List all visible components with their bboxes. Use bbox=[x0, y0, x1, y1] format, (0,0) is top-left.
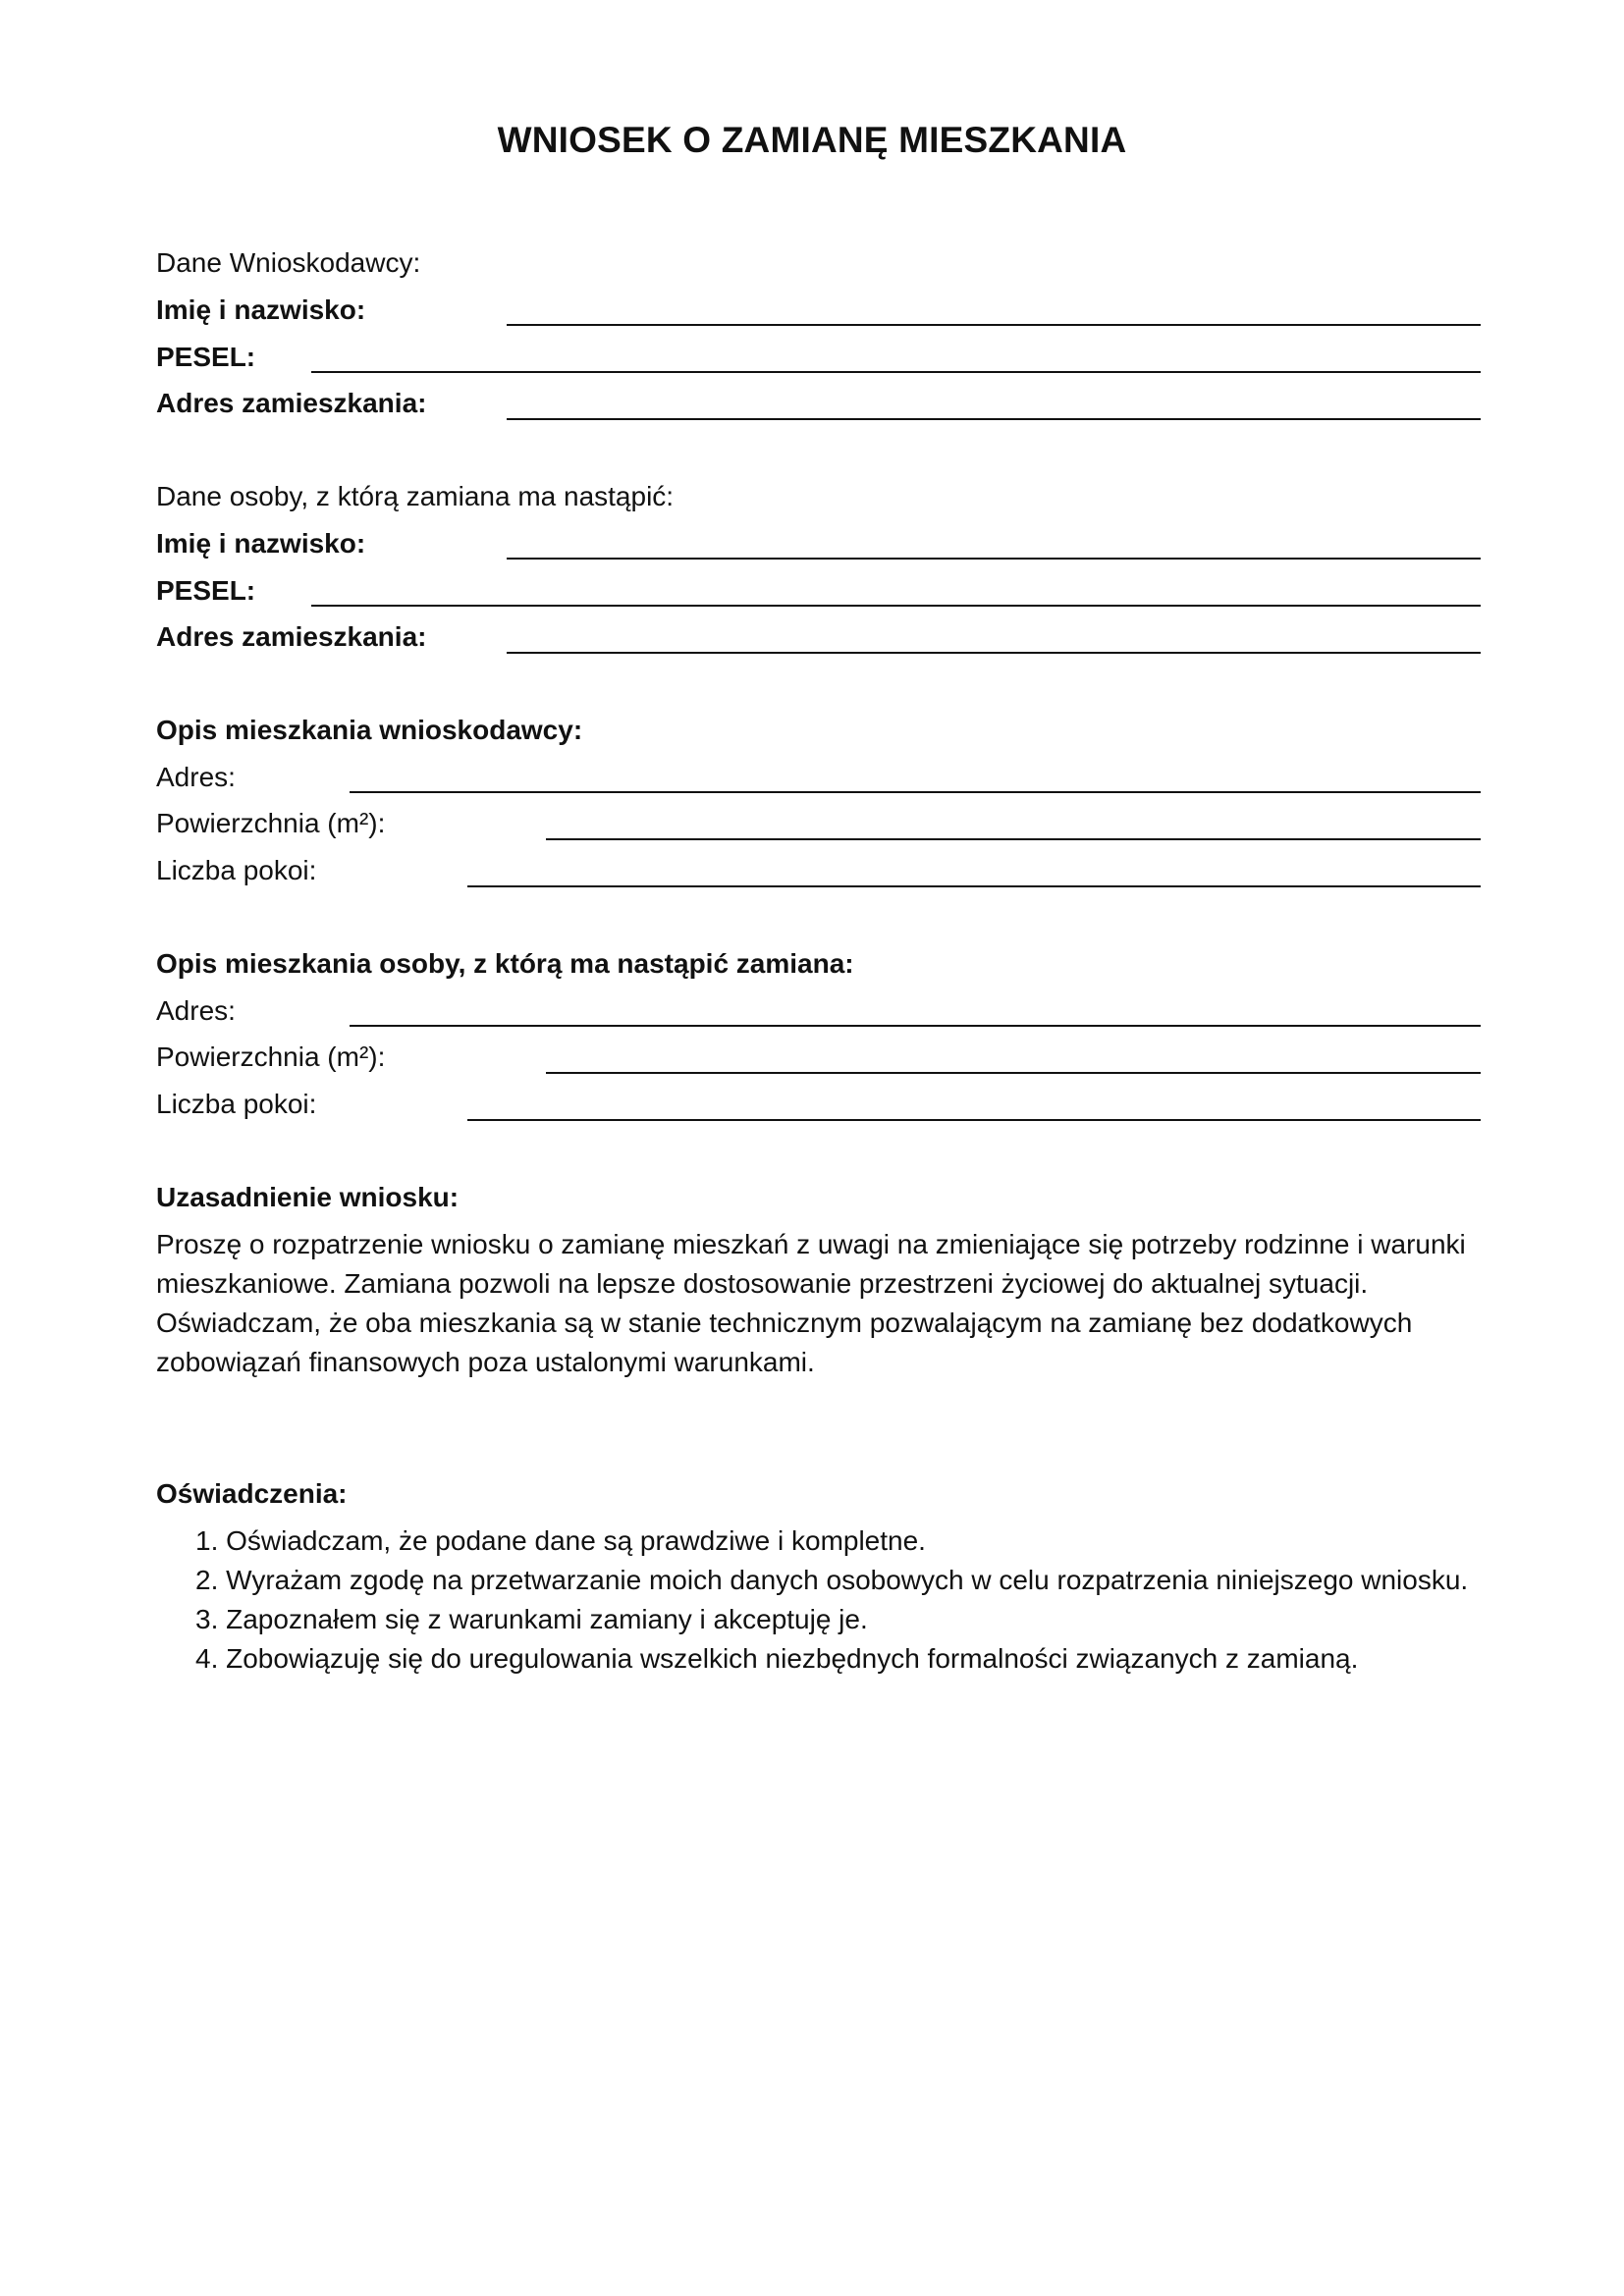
other-party-address-field[interactable] bbox=[507, 652, 1481, 654]
applicant-pesel-label: PESEL: bbox=[156, 342, 256, 372]
applicant-apartment-address-label: Adres: bbox=[156, 762, 236, 792]
other-party-address-label: Adres zamieszkania: bbox=[156, 621, 427, 652]
declaration-item: 4. Zobowiązuję się do uregulowania wszelkich niezbędnych formalności związanych z zamianą. bbox=[195, 1643, 1359, 1674]
other-apartment-heading: Opis mieszkania osoby, z którą ma nastąpić zamiana: bbox=[156, 948, 854, 979]
other-apartment-rooms-field[interactable] bbox=[467, 1119, 1481, 1121]
other-party-heading: Dane osoby, z którą zamiana ma nastąpić: bbox=[156, 481, 675, 511]
applicant-address-field[interactable] bbox=[507, 418, 1481, 420]
justification-line: mieszkaniowe. Zamiana pozwoli na lepsze dostosowanie przestrzeni życiowej do aktualnej sytuacji. bbox=[156, 1268, 1369, 1299]
justification-text bbox=[156, 1225, 1491, 1382]
declarations-heading: Oświadczenia: bbox=[156, 1478, 348, 1509]
other-apartment-area-field[interactable] bbox=[546, 1072, 1481, 1074]
other-apartment-address-label: Adres: bbox=[156, 995, 236, 1026]
other-party-name-label: Imię i nazwisko: bbox=[156, 528, 366, 559]
applicant-apartment-heading: Opis mieszkania wnioskodawcy: bbox=[156, 715, 583, 745]
declaration-item: 3. Zapoznałem się z warunkami zamiany i akceptuję je. bbox=[195, 1604, 868, 1634]
justification-line: zobowiązań finansowych poza ustalonymi warunkami. bbox=[156, 1347, 815, 1377]
applicant-apartment-address-field[interactable] bbox=[350, 791, 1481, 793]
other-apartment-rooms-label: Liczba pokoi: bbox=[156, 1089, 317, 1119]
declarations-list bbox=[195, 1522, 1468, 1679]
other-apartment-address-field[interactable] bbox=[350, 1025, 1481, 1027]
declaration-item: 1. Oświadczam, że podane dane są prawdziwe i kompletne. bbox=[195, 1525, 926, 1556]
applicant-heading: Dane Wnioskodawcy: bbox=[156, 247, 421, 278]
declaration-item: 2. Wyrażam zgodę na przetwarzanie moich danych osobowych w celu rozpatrzenia niniejszego wniosku. bbox=[195, 1565, 1469, 1595]
document-title: WNIOSEK O ZAMIANĘ MIESZKANIA bbox=[497, 120, 1127, 160]
applicant-pesel-field[interactable] bbox=[311, 371, 1481, 373]
other-party-pesel-field[interactable] bbox=[311, 605, 1481, 607]
applicant-apartment-area-label: Powierzchnia (m²): bbox=[156, 808, 386, 838]
applicant-apartment-area-field[interactable] bbox=[546, 838, 1481, 840]
applicant-name-field[interactable] bbox=[507, 324, 1481, 326]
other-party-pesel-label: PESEL: bbox=[156, 575, 256, 606]
applicant-address-label: Adres zamieszkania: bbox=[156, 388, 427, 418]
other-apartment-area-label: Powierzchnia (m²): bbox=[156, 1041, 386, 1072]
justification-heading: Uzasadnienie wniosku: bbox=[156, 1182, 460, 1212]
applicant-name-label: Imię i nazwisko: bbox=[156, 294, 366, 325]
justification-line: Oświadczam, że oba mieszkania są w stanie technicznym pozwalającym na zamianę bez dodatkowych bbox=[156, 1308, 1413, 1338]
other-party-name-field[interactable] bbox=[507, 558, 1481, 560]
applicant-apartment-rooms-field[interactable] bbox=[467, 885, 1481, 887]
justification-line: Proszę o rozpatrzenie wniosku o zamianę mieszkań z uwagi na zmieniające się potrzeby rodzinne i warunki bbox=[156, 1229, 1466, 1259]
applicant-apartment-rooms-label: Liczba pokoi: bbox=[156, 855, 317, 885]
